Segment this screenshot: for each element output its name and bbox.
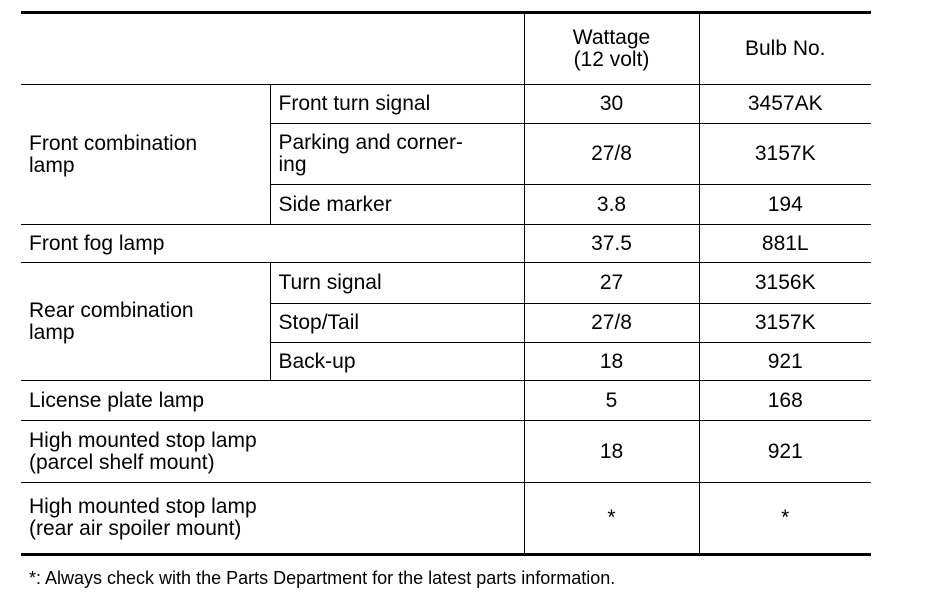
row-label-rear-combination: Rear combination lamp — [21, 263, 270, 381]
wattage-cell: 27/8 — [524, 124, 699, 185]
row-label-license-plate: License plate lamp — [21, 381, 524, 421]
bulb-cell: 921 — [699, 421, 871, 483]
sub-label-parking-cornering: Parking and corner- ing — [270, 124, 524, 185]
bulb-cell: 168 — [699, 381, 871, 421]
header-empty-cell — [21, 13, 524, 85]
wattage-cell: 30 — [524, 85, 699, 124]
wattage-cell: 5 — [524, 381, 699, 421]
wattage-cell: 27/8 — [524, 304, 699, 343]
wattage-cell: * — [524, 483, 699, 555]
row-label-front-fog: Front fog lamp — [21, 225, 524, 263]
row-label-front-combination: Front combination lamp — [21, 85, 270, 225]
row-label-hmsl-rear-spoiler: High mounted stop lamp (rear air spoiler mount) — [21, 483, 524, 555]
bulb-cell: 3457AK — [699, 85, 871, 124]
row-label-hmsl-parcel-shelf: High mounted stop lamp (parcel shelf mount) — [21, 421, 524, 483]
header-wattage: Wattage (12 volt) — [524, 13, 699, 85]
bulb-cell: 3157K — [699, 124, 871, 185]
bulb-specification-table — [21, 11, 871, 556]
table-row — [21, 263, 871, 304]
bulb-cell: 194 — [699, 185, 871, 225]
table-row — [21, 85, 871, 124]
wattage-cell: 37.5 — [524, 225, 699, 263]
sub-label-turn-signal: Turn signal — [270, 263, 524, 304]
header-bulb-no: Bulb No. — [699, 13, 871, 85]
bulb-cell: 3157K — [699, 304, 871, 343]
bulb-cell: 3156K — [699, 263, 871, 304]
bulb-cell: 881L — [699, 225, 871, 263]
table-header-row — [21, 13, 871, 85]
sub-label-back-up: Back-up — [270, 343, 524, 381]
table-row — [21, 421, 871, 483]
footnote: *: Always check with the Parts Department for the latest parts information. — [29, 568, 616, 588]
table-row — [21, 483, 871, 555]
wattage-cell: 3.8 — [524, 185, 699, 225]
table-row — [21, 381, 871, 421]
bulb-cell: 921 — [699, 343, 871, 381]
sub-label-front-turn-signal: Front turn signal — [270, 85, 524, 124]
table-row — [21, 225, 871, 263]
sub-label-side-marker: Side marker — [270, 185, 524, 225]
wattage-cell: 27 — [524, 263, 699, 304]
wattage-cell: 18 — [524, 421, 699, 483]
sub-label-stop-tail: Stop/Tail — [270, 304, 524, 343]
bulb-cell: * — [699, 483, 871, 555]
wattage-cell: 18 — [524, 343, 699, 381]
